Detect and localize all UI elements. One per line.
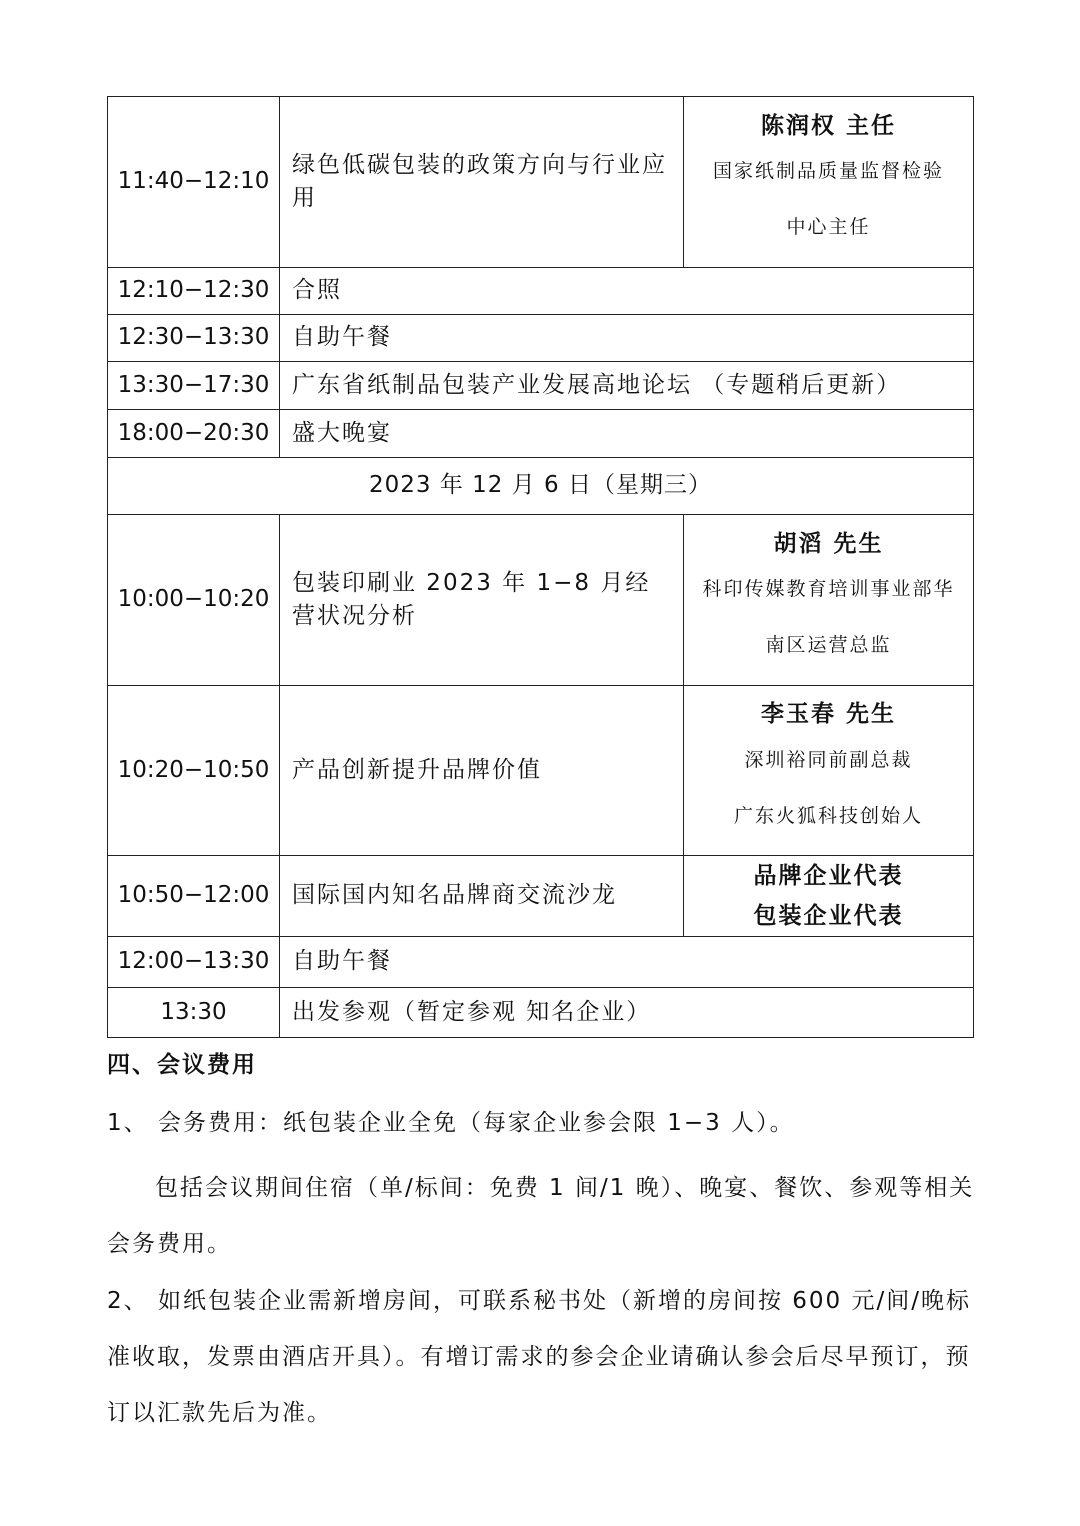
- agenda-topic: 包装印刷业 2023 年 1−8 月经营状况分析: [280, 515, 684, 686]
- agenda-row: [108, 856, 974, 937]
- agenda-topic: 盛大晚宴: [280, 410, 974, 458]
- agenda-time: 11:40−12:10: [108, 97, 280, 268]
- day-header-row: [108, 458, 974, 515]
- day-header: 2023 年 12 月 6 日（星期三）: [108, 458, 974, 515]
- agenda-topic: 广东省纸制品包装产业发展高地论坛 （专题稍后更新）: [280, 362, 974, 410]
- speaker-group: 包装企业代表: [753, 903, 904, 929]
- agenda-row: [108, 315, 974, 362]
- agenda-speaker: [684, 515, 974, 686]
- agenda-topic: 合照: [280, 268, 974, 315]
- fee-item-1: 1、 会务费用：纸包装企业全免（每家企业参会限 1−3 人）。: [107, 1110, 795, 1136]
- agenda-topic: 国际国内知名品牌商交流沙龙: [280, 856, 684, 937]
- agenda-time: 12:00−13:30: [108, 937, 280, 988]
- agenda-row: [108, 268, 974, 315]
- agenda-topic: 绿色低碳包装的政策方向与行业应用: [280, 97, 684, 268]
- speaker-group: 品牌企业代表: [753, 863, 904, 889]
- agenda-time: 18:00−20:30: [108, 410, 280, 458]
- agenda-time: 10:20−10:50: [108, 686, 280, 856]
- speaker-name: 胡滔 先生: [773, 530, 884, 557]
- agenda-row: [108, 686, 974, 856]
- section-title: 四、会议费用: [107, 1052, 257, 1078]
- agenda-time: 13:30: [108, 988, 280, 1038]
- agenda-speaker: [684, 686, 974, 856]
- speaker-name: 陈润权 主任: [760, 112, 896, 139]
- agenda-time: 10:00−10:20: [108, 515, 280, 686]
- speaker-title: 国家纸制品质量监督检验: [712, 160, 944, 183]
- agenda-row: [108, 988, 974, 1038]
- speaker-title: 南区运营总监: [765, 634, 892, 657]
- agenda-speaker: [684, 97, 974, 268]
- agenda-topic: 产品创新提升品牌价值: [280, 686, 684, 856]
- agenda-row: [108, 937, 974, 988]
- agenda-row: [108, 410, 974, 458]
- agenda-table: [107, 96, 974, 1038]
- agenda-time: 10:50−12:00: [108, 856, 280, 937]
- agenda-topic: 出发参观（暂定参观 知名企业）: [280, 988, 974, 1038]
- speaker-name: 李玉春 先生: [760, 701, 896, 728]
- agenda-time: 12:10−12:30: [108, 268, 280, 315]
- agenda-speaker: [684, 856, 974, 937]
- agenda-time: 12:30−13:30: [108, 315, 280, 362]
- speaker-title: 广东火狐科技创始人: [733, 804, 923, 827]
- speaker-title: 中心主任: [786, 216, 871, 239]
- agenda-topic: 自助午餐: [280, 937, 974, 988]
- fee-item-2: 2、 如纸包装企业需新增房间，可联系秘书处（新增的房间按 600 元/间/晚标准收取，发票由酒店开具）。有增订需求的参会企业请确认参会后尽早预订，预订以汇款先后为准。: [107, 1288, 971, 1426]
- agenda-row: [108, 362, 974, 410]
- agenda-time: 13:30−17:30: [108, 362, 280, 410]
- fee-item-1-detail: 包括会议期间住宿（单/标间：免费 1 间/1 晚）、晚宴、餐饮、参观等相关会务费用。: [107, 1175, 975, 1257]
- speaker-title: 深圳裕同前副总裁: [744, 748, 913, 771]
- agenda-row: [108, 97, 974, 268]
- speaker-title: 科印传媒教育培训事业部华: [702, 578, 955, 601]
- agenda-topic: 自助午餐: [280, 315, 974, 362]
- agenda-row: [108, 515, 974, 686]
